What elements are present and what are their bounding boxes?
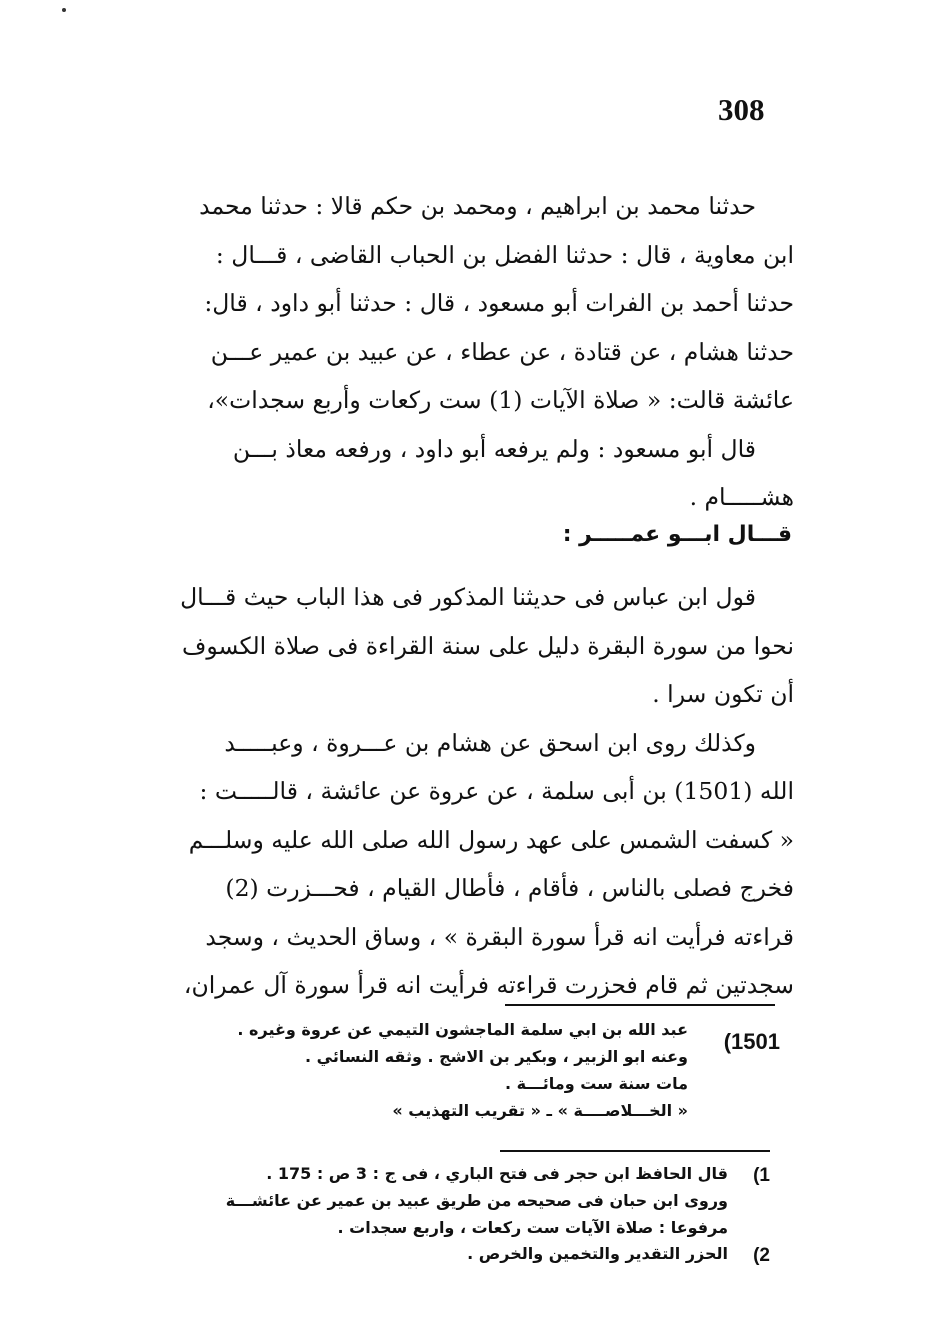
footnote-1: [100, 1160, 770, 1241]
bio-note-number: 1501): [723, 1029, 780, 1054]
footnote-divider: [505, 1004, 775, 1006]
main-text-block-1: [124, 182, 794, 522]
biography-note: [150, 1016, 780, 1124]
text-line: هشـــــام .: [689, 483, 794, 511]
text-line: حدثنا أحمد بن الفرات أبو مسعود ، قال : حدثنا أبو داود ، قال:: [204, 289, 794, 317]
scan-speck: [62, 8, 66, 12]
text-line: عائشة قالت: « صلاة الآيات (1) ست ركعات وأربع سجدات»،: [207, 386, 794, 414]
text-line: قراءته فرأيت انه قرأ سورة البقرة » ، وساق الحديث ، وسجد: [205, 922, 794, 951]
text-line: نحوا من سورة البقرة دليل على سنة القراءة فى صلاة الكسوف: [182, 631, 794, 660]
footnote-number: 2): [753, 1245, 770, 1266]
footnote-line: وروى ابن حبان فى صحيحه من طريق عبيد بن عمير عن عائشـــة: [225, 1191, 728, 1210]
bio-note-line: مات سنة ست ومائـــة .: [505, 1074, 688, 1093]
bio-note-line: « الخـــلاصــــة » ـ « تقريب التهذيب »: [392, 1101, 688, 1120]
text-line: ابن معاوية ، قال : حدثنا الفضل بن الحباب القاضى ، قـــال :: [215, 240, 794, 269]
text-line: سجدتين ثم قام فحزرت قراءته فرأيت انه قرأ سورة آل عمران،: [183, 971, 794, 999]
text-line: قال أبو مسعود : ولم يرفعه أبو داود ، ورفعه معاذ بـــن: [232, 434, 756, 463]
footnote-number: 1): [753, 1165, 770, 1186]
bio-note-line: عبد الله بن ابي سلمة الماجشون التيمي عن عروة وغيره .: [237, 1020, 688, 1039]
page-number: 308: [718, 92, 765, 127]
text-line: فخرج فصلى بالناس ، فأقام ، فأطال القيام ، فحـــزرت (2): [225, 874, 794, 902]
text-line: الله (1501) بن أبى سلمة ، عن عروة عن عائشة ، قالـــــت :: [199, 777, 794, 805]
text-line: قول ابن عباس فى حديثنا المذكور فى هذا الباب حيث قـــال: [180, 583, 756, 611]
footnote-line: قال الحافظ ابن حجر فى فتح الباري ، فى ج : 3 ص : 175 .: [266, 1164, 728, 1183]
footnote-divider: [500, 1150, 770, 1152]
footnote-2: [200, 1240, 770, 1267]
footnote-line: مرفوعا : صلاة الآيات ست ركعات ، واربع سجدات .: [337, 1218, 728, 1237]
text-line: حدثنا محمد بن ابراهيم ، ومحمد بن حكم قالا : حدثنا محمد: [199, 192, 756, 220]
text-line: أن تكون سرا .: [652, 680, 794, 708]
section-heading: قـــال ابـــو عمـــــر :: [562, 522, 792, 547]
text-line: حدثنا هشام ، عن قتادة ، عن عطاء ، عن عبيد بن عمير عـــن: [210, 337, 794, 366]
bio-note-line: وعنه ابو الزبير ، وبكير بن الاشج . وثقه النسائي .: [305, 1047, 688, 1066]
text-line: « كسفت الشمس على عهد رسول الله صلى الله عليه وسلـــم: [188, 825, 794, 854]
footnote-line: الحزر التقدير والتخمين والخرص .: [467, 1244, 728, 1263]
text-line: وكذلك روى ابن اسحق عن هشام بن عـــروة ، وعبـــــد: [224, 728, 756, 757]
main-text-block-2: [124, 573, 794, 1010]
